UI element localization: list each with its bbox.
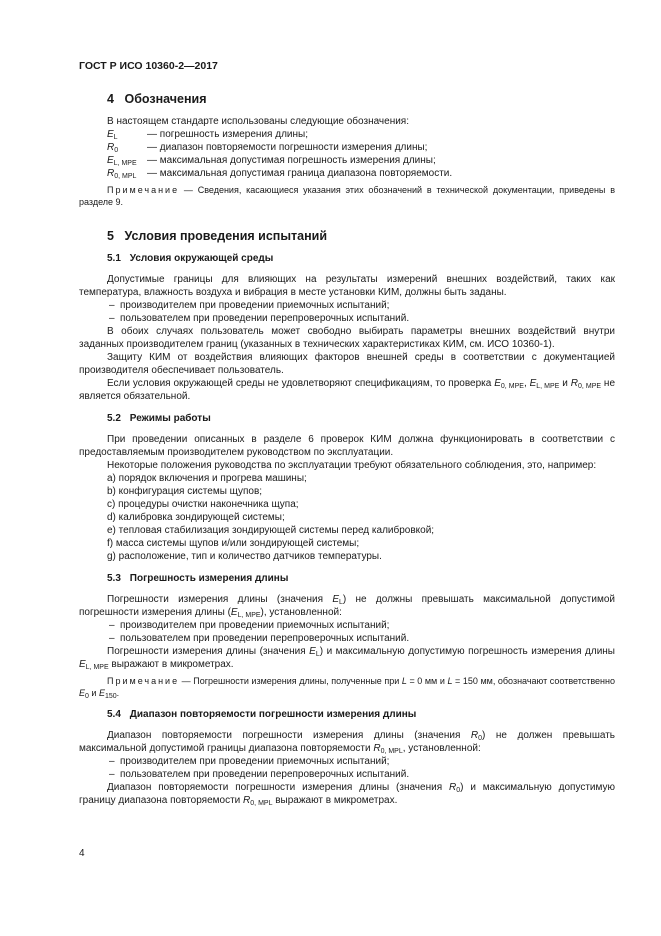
symbol-description: — максимальная допустимая погрешность измерения длины; [147, 155, 436, 166]
list-item: d) калибровка зондирующей системы; [107, 512, 285, 523]
symbol-letter: E [107, 155, 114, 166]
subsection-number: 5.4 [107, 709, 121, 720]
note [79, 184, 615, 208]
dash-item: – производителем при проведении приемочных испытаний; [79, 299, 615, 312]
paragraph: Если условия окружающей среды не удовлетворяют спецификациям, то проверка $E_{0, MPE}$, $E_{L, MPE}$ и $R_{0, MPE}$ не является обязательной. [79, 378, 616, 402]
symbol-subscript: 0 [114, 147, 119, 154]
section-title: Условия проведения испытаний [124, 229, 328, 243]
symbol-description: — диапазон повторяемости погрешности измерения длины; [147, 142, 428, 153]
note-text: — Сведения, касающиеся указания этих обозначений в технической документации, приведены в разделе 9. [79, 185, 615, 207]
symbol-row [79, 128, 615, 141]
paragraph: Защиту КИМ от воздействия влияющих факторов внешней среды в соответствии с документацией производителя обеспечивает пользователь. [79, 352, 615, 376]
dash-item: – производителем при проведении приемочных испытаний; [79, 619, 615, 632]
subsection-title: Условия окружающей среды [129, 253, 274, 264]
symbol-letter: R [107, 168, 115, 179]
subsection-title: Погрешность измерения длины [129, 573, 289, 584]
list-item: e) тепловая стабилизация зондирующей системы перед калибровкой; [107, 525, 435, 536]
subsection-number: 5.3 [107, 573, 121, 584]
paragraph: В настоящем стандарте использованы следующие обозначения: [107, 116, 410, 127]
list-item: f) масса системы щупов и/или зондирующей системы; [107, 538, 360, 549]
subsection-title: Диапазон повторяемости погрешности измерения длины [129, 709, 417, 720]
dash-item: – пользователем при проведении перепроверочных испытаний. [79, 312, 615, 325]
subsection-5-2-heading [107, 412, 615, 425]
symbol-letter: R [107, 142, 115, 153]
running-header: ГОСТ Р ИСО 10360-2—2017 [79, 60, 218, 72]
section-number: 5 [107, 229, 114, 243]
paragraph: Допустимые границы для влияющих на результаты измерений внешних воздействий, таких как температура, влажность воздуха и вибрация в месте установки КИМ, должны быть заданы. [79, 274, 615, 298]
symbol-row [79, 167, 615, 180]
paragraph: Погрешности измерения длины (значения $E_L$) не должны превышать максимальной допустимой погрешности измерения длины $(E_{L, MPE})$, установленной: [79, 594, 615, 619]
symbol-subscript: L [113, 134, 118, 141]
symbol-description: — погрешность измерения длины; [147, 129, 308, 140]
section-5-heading [107, 230, 615, 243]
symbol-subscript: 0, MPL [114, 173, 137, 180]
list-item: b) конфигурация системы щупов; [107, 486, 263, 497]
section-title: Обозначения [124, 92, 207, 106]
paragraph: Диапазон повторяемости погрешности измерения длины (значения $R_0$) и максимальную допустимую границу диапазона повторяемости $R_{0, MPL}$ выражают в микрометрах. [79, 782, 616, 807]
dash-item: – производителем при проведении приемочных испытаний; [79, 755, 615, 768]
symbol-description: — максимальная допустимая граница диапазона повторяемости. [147, 168, 453, 179]
symbol-letter: E [107, 129, 114, 140]
subsection-5-1-heading [107, 252, 615, 265]
paragraph: При проведении описанных в разделе 6 проверок КИМ должна функционировать в соответствии с предоставляемым производителем руководством по эксплуатации. [79, 434, 615, 458]
paragraph: В обоих случаях пользователь может свободно выбирать параметры внешних воздействий внутри заданных производителем границ (указанных в технических характеристиках КИМ, см. ИСО 10360-1). [79, 326, 615, 350]
subsection-5-4-heading [107, 708, 615, 721]
list-item: g) расположение, тип и количество датчиков температуры. [107, 551, 382, 562]
subsection-number: 5.1 [107, 253, 121, 264]
subsection-title: Режимы работы [129, 413, 211, 424]
paragraph: Диапазон повторяемости погрешности измерения длины (значения $R_0$) не должен превышать максимальной допустимой границы диапазона повторяемости $R_{0, MPL}$, установленной: [79, 730, 615, 755]
paragraph: Некоторые положения руководства по эксплуатации требуют обязательного соблюдения, это, например: [107, 460, 597, 471]
section-4-heading [107, 93, 615, 106]
dash-item: – пользователем при проведении перепроверочных испытаний. [79, 632, 615, 645]
symbol-subscript: L, MPE [113, 160, 137, 167]
note: Примечание — Погрешности измерения длины, полученные при L = 0 мм и L = 150 мм, обозначают соответственно $E_0$ и $E_{150}$. [79, 676, 616, 700]
symbol-row [79, 141, 615, 154]
symbol-row [79, 154, 615, 167]
section-number: 4 [107, 92, 114, 106]
page-content [79, 93, 615, 807]
page-number: 4 [79, 848, 85, 859]
list-item: c) процедуры очистки наконечника щупа; [107, 499, 299, 510]
subsection-5-3-heading [107, 572, 615, 585]
dash-item: – пользователем при проведении перепроверочных испытаний. [79, 768, 615, 781]
subsection-number: 5.2 [107, 413, 121, 424]
note-label: Примечание [107, 676, 180, 686]
list-item: a) порядок включения и прогрева машины; [107, 473, 307, 484]
paragraph: Погрешности измерения длины (значения $E_L$) и максимальную допустимую погрешность измерения длины $E_{L, MPE}$ выражают в микрометрах. [79, 646, 615, 671]
note-label: Примечание [107, 185, 180, 195]
